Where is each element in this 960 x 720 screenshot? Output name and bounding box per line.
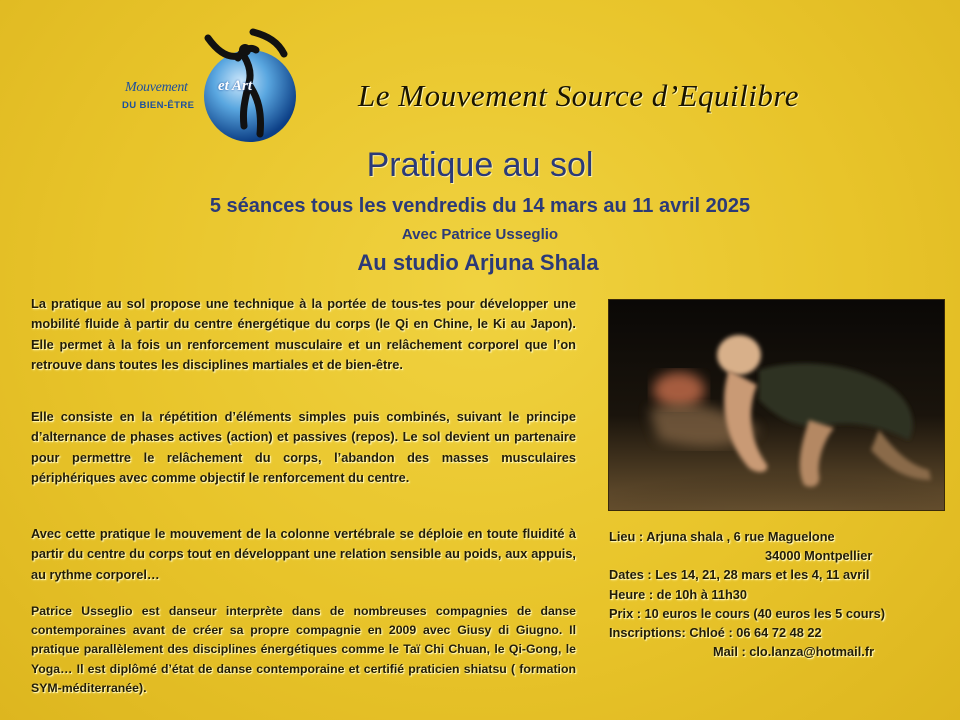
paragraph-bio: Patrice Usseglio est danseur interprète dans de nombreuses compagnies de danse contemporaines avant de créer sa propre compagnie en 2009 avec Giusy di Giugno. Il pratique parallèlement des disciplines énergétiques comme le Taï Chi Chuan, le Qi-Gong, le Yoga… Il est diplômé d’état de danse contemporaine et certifié praticien shiatsu ( formation SYM-méditerranée). (31, 604, 576, 695)
dancer-photo (608, 299, 945, 511)
script-title: Le Mouvement Source d’Equilibre (358, 78, 800, 113)
page-title: Pratique au sol (366, 146, 594, 184)
logo-word-bien-etre: DU BIEN-ÊTRE (122, 100, 195, 111)
info-heure: Heure : de 10h à 11h30 (609, 586, 747, 602)
info-prix: Prix : 10 euros le cours (40 euros les 5 cours) (609, 605, 885, 621)
sessions-line: 5 séances tous les vendredis du 14 mars au 11 avril 2025 (209, 195, 751, 217)
venue-line: Au studio Arjuna Shala (357, 250, 599, 275)
paragraph-spine: Avec cette pratique le mouvement de la colonne vertébrale se déploie en toute fluidité à partir du centre du corps tout en développant une relation sensible au poids, aux appuis, au rythme corporel… (31, 526, 576, 582)
instructor-line: Avec Patrice Usseglio (401, 226, 559, 243)
logo (118, 28, 303, 148)
logo-word-art: et Art (218, 78, 253, 94)
info-lieu: Lieu : Arjuna shala , 6 rue Maguelone (609, 529, 835, 544)
paragraph-intro: La pratique au sol propose une technique à la portée de tous-tes pour développer une mobilité fluide à partir du centre énergétique du corps (le Qi en Chine, le Ki au Japon). Elle permet à la fois un renforcement musculaire et un relâchement corporel que l’on retrouve dans toutes les disciplines martiales et de bien-être. (31, 296, 576, 373)
logo-word-mouvement: Mouvement (125, 80, 188, 95)
info-dates: Dates : Les 14, 21, 28 mars et les 4, 11 avril (609, 567, 870, 583)
info-city: 34000 Montpellier (765, 548, 873, 564)
paragraph-method: Elle consiste en la répétition d’éléments simples puis combinés, suivant le principe d’alternance de phases actives (action) et passives (repos). Le sol devient un partenaire pour permettre le relâchement du corps, l’abandon des masses musculaires périphériques avec comme objectif le renforcement du centre. (31, 409, 576, 486)
info-mail: Mail : clo.lanza@hotmail.fr (713, 644, 875, 660)
info-inscriptions: Inscriptions: Chloé : 06 64 72 48 22 (609, 625, 822, 641)
info-panel (609, 527, 949, 661)
